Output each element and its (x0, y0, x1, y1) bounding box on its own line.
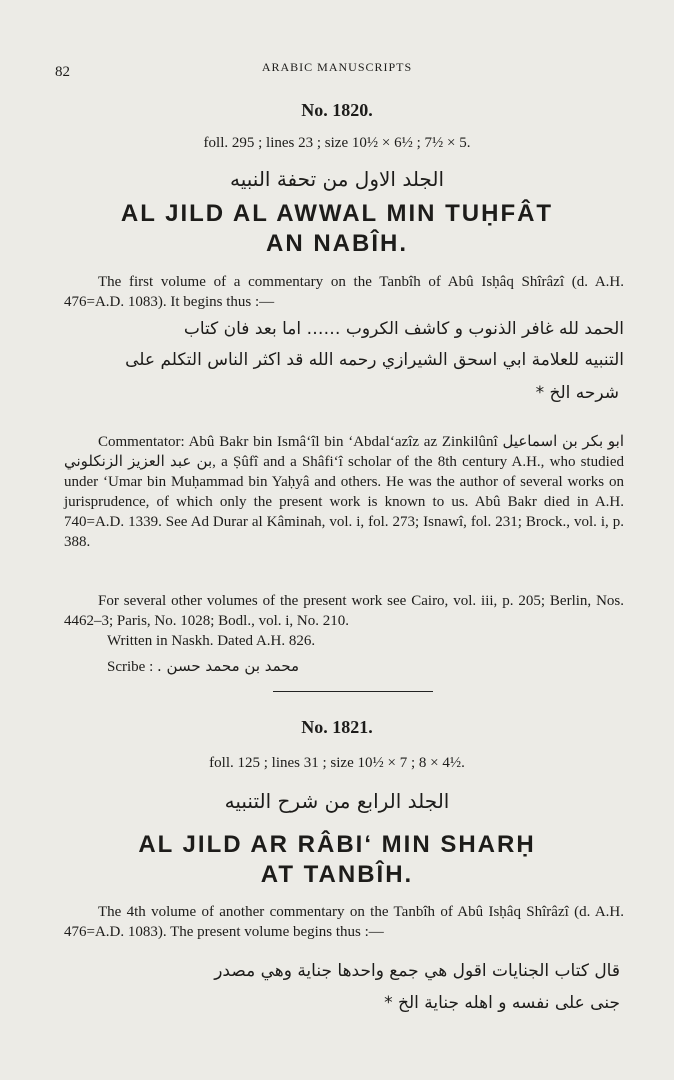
entry-description: The 4th volume of another commentary on the Tanbîh of Abû Isḥâq Shîrâzî (d. A.H. 476=A.D. 1083). The present volume begins thus :— (64, 904, 624, 940)
section-divider (273, 691, 433, 692)
entry-title-line-2: AN NABÎH. (266, 230, 408, 257)
other-volumes-paragraph: For several other volumes of the present work see Cairo, vol. iii, p. 205; Berlin, Nos. 4462–3; Paris, No. 1028; Bodl., vol. i, No. 210. (64, 593, 624, 629)
entry-title-line-1: AL JILD AL AWWAL MIN TUḤFÂT (120, 200, 554, 227)
arabic-incipit-line: التنبيه للعلامة ابي اسحق الشيرازي رحمه الله قد اكثر الناس التكلم على (125, 350, 624, 370)
arabic-title: الجلد الرابع من شرح التنبيه (224, 789, 450, 813)
entry-meta: foll. 295 ; lines 23 ; size 10½ × 6½ ; 7½ × 5. (203, 135, 471, 151)
entry-title-line-2: AT TANBÎH. (260, 861, 414, 888)
entry-meta: foll. 125 ; lines 31 ; size 10½ × 7 ; 8 × 4½. (209, 755, 465, 771)
commentator-paragraph: Commentator: Abû Bakr bin Ismâ‘îl bin ‘Abdal‘azîz az Zinkilûnî ابو بكر بن اسماعيل بن عبد العزيز الزنكلوني, a Ṣûfî and a Shâfi‘î scholar of the 8th century A.H., who studied under ‘Umar bin Muḥammad bin Yaḥyâ and others. He was the author of several works on jurisprudence, of which only the present work is known to us. Abû Bakr died in A.H. 740=A.D. 1339. See Ad Durar al Kâminah, vol. i, fol. 273; Isnawî, fol. 231; Brock., vol. i, p. 388. (64, 434, 624, 550)
scribe-name: محمد بن محمد حسن . (157, 657, 300, 675)
arabic-incipit-line: قال كتاب الجنايات اقول هي جمع واحدها جناية وهي مصدر (214, 961, 620, 981)
entry-number: No. 1821. (301, 717, 373, 737)
scribe-label: Scribe : (107, 659, 154, 675)
arabic-incipit-line: شرحه الخ * (535, 383, 619, 403)
arabic-title: الجلد الاول من تحفة النبيه (230, 167, 444, 191)
entry-description: The first volume of a commentary on the Tanbîh of Abû Isḥâq Shîrâzî (d. A.H. 476=A.D. 1083). It begins thus :— (64, 274, 624, 310)
entry-title-line-1: AL JILD AR RÂBI‘ MIN SHARḤ (138, 831, 536, 858)
scribe-line (107, 657, 299, 676)
entry-number: No. 1820. (301, 100, 373, 120)
page-number: 82 (55, 64, 70, 80)
running-head: ARABIC MANUSCRIPTS (261, 60, 413, 74)
arabic-incipit-line: الحمد لله غافر الذنوب و كاشف الكروب …… اما بعد فان كتاب (183, 319, 624, 339)
written-note: Written in Naskh. Dated A.H. 826. (107, 633, 316, 649)
arabic-incipit-line: جنى على نفسه و اهله جناية الخ * (384, 993, 620, 1013)
